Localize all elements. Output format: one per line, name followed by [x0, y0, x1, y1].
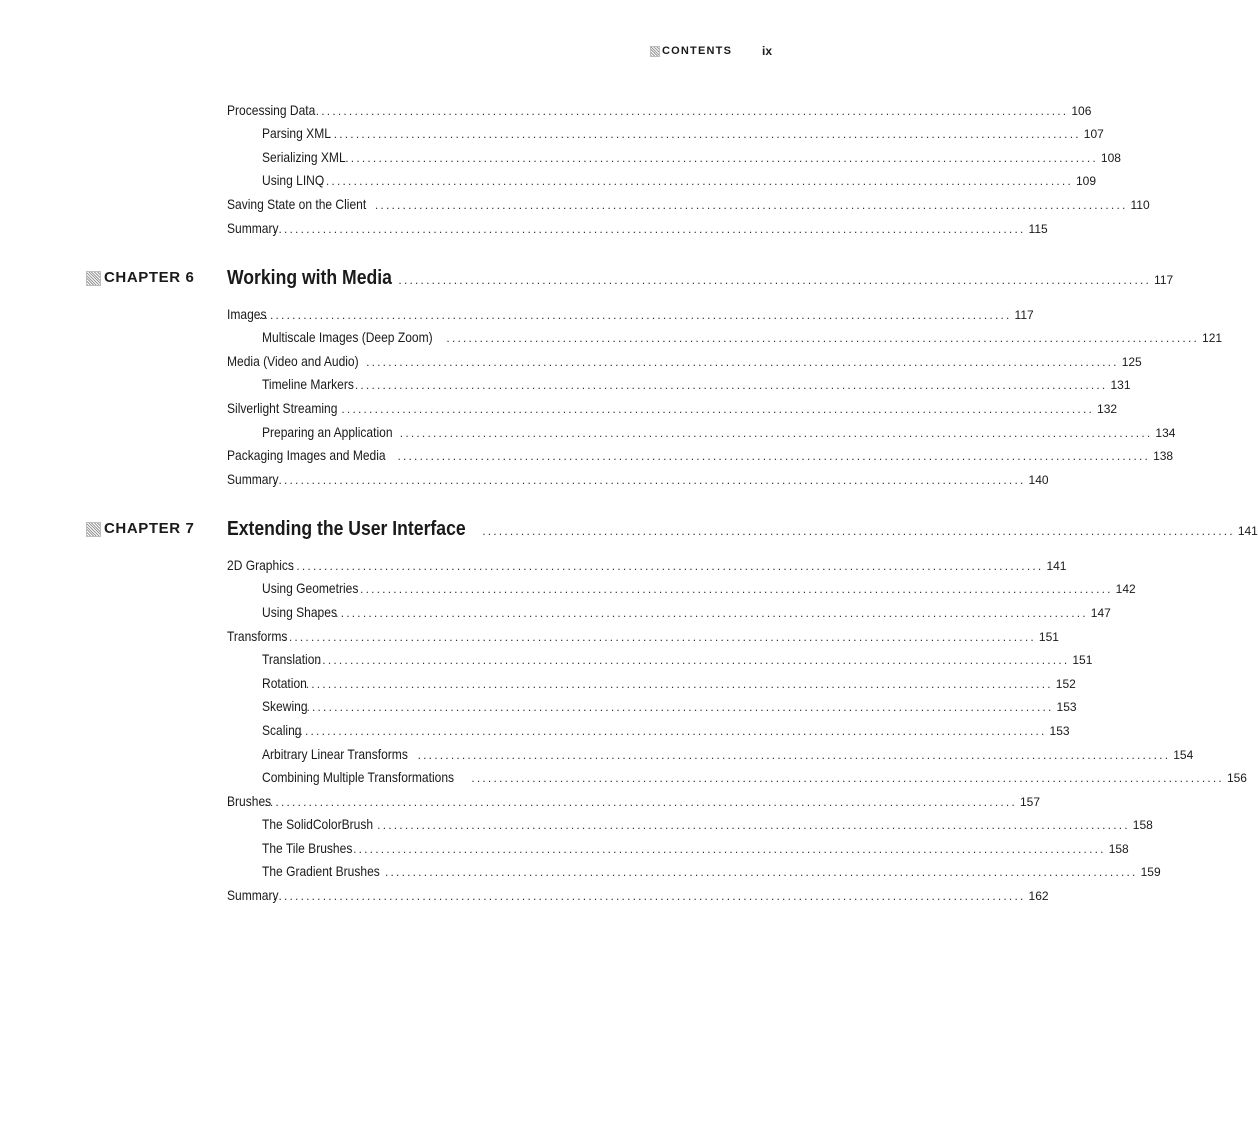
toc-entry-page: 121 [1202, 331, 1223, 345]
toc-entry-page: 117 [1014, 308, 1034, 322]
dot-leader: ........................................................................................................................................ [283, 630, 1036, 644]
toc-entry-title: Silverlight Streaming [227, 400, 338, 416]
toc-entry[interactable] [227, 398, 1118, 418]
toc-entry-page: 132 [1097, 402, 1118, 416]
toc-entry[interactable] [227, 885, 1049, 905]
toc-entry-title: Saving State on the Client [227, 196, 367, 212]
toc-entry-title: Combining Multiple Transformations [262, 769, 455, 785]
toc-entry-title: Packaging Images and Media [227, 447, 386, 463]
toc-entry-page: 151 [1038, 630, 1059, 644]
dot-leader: ........................................................................................................................................ [316, 653, 1070, 667]
dot-leader: ........................................................................................................................................ [300, 700, 1054, 714]
toc-entry-title: Arbitrary Linear Transforms [262, 746, 408, 762]
dot-leader: ........................................................................................................................................ [374, 198, 1128, 212]
dot-leader: ........................................................................................................................................ [397, 449, 1151, 463]
dot-leader: ........................................................................................................................................ [300, 677, 1053, 691]
toc-entry-page: 110 [1130, 198, 1150, 212]
dot-leader: ........................................................................................................................................ [272, 222, 1026, 236]
toc-entry-title: Media (Video and Audio) [227, 353, 359, 369]
chapter-label [86, 518, 194, 540]
toc-entry-title: Using LINQ [262, 172, 325, 188]
dot-leader: ........................................................................................................................................ [272, 889, 1026, 903]
toc-entry-title: The Gradient Brushes [262, 863, 380, 879]
chapter-heading[interactable] [0, 264, 1174, 292]
chapter-heading[interactable] [0, 515, 1258, 543]
toc-entry-page: 158 [1108, 842, 1129, 856]
toc-entry[interactable] [227, 351, 1142, 371]
chapter-marker-icon [86, 522, 101, 537]
running-head [0, 43, 816, 59]
section-marker-icon [650, 46, 660, 57]
toc-entry-title: 2D Graphics [227, 557, 294, 573]
dot-leader: ........................................................................................................................................ [360, 582, 1113, 596]
toc-entry-title: Using Shapes [262, 604, 337, 620]
toc-entry-title: Using Geometries [262, 580, 359, 596]
toc-entry-page: 141 [1046, 559, 1067, 573]
dot-leader: ........................................................................................................................................ [384, 865, 1138, 879]
toc-entry[interactable] [227, 626, 1059, 646]
dot-leader: ........................................................................................................................................ [446, 331, 1200, 345]
toc-entry-title: Summary [227, 887, 279, 903]
dot-leader: ........................................................................................................................................ [353, 842, 1106, 856]
toc-entry[interactable] [262, 327, 1223, 347]
dot-leader: ........................................................................................................................................ [366, 355, 1119, 369]
toc-entry[interactable] [227, 194, 1150, 214]
toc-entry-page: 152 [1055, 677, 1076, 691]
chapter-page: 117 [1154, 273, 1174, 287]
toc-entry-page: 153 [1049, 724, 1070, 738]
toc-entry-title: Timeline Markers [262, 376, 354, 392]
toc-entry-page: 151 [1072, 653, 1093, 667]
dot-leader: ........................................................................................................................................ [341, 402, 1095, 416]
chapter-title: Extending the User Interface [227, 518, 466, 540]
toc-entry-page: 106 [1071, 104, 1092, 118]
toc-entry-title: Brushes [227, 793, 272, 809]
dot-leader: ........................................................................................................................................ [399, 426, 1153, 440]
dot-leader: ........................................................................................................................................ [293, 724, 1047, 738]
toc-entry[interactable] [262, 422, 1176, 442]
toc-entry-page: 142 [1115, 582, 1136, 596]
toc-entry-title: Preparing an Application [262, 424, 393, 440]
toc-entry-title: Summary [227, 471, 279, 487]
dot-leader: ........................................................................................................................................ [417, 748, 1171, 762]
chapter-marker-icon [86, 271, 101, 286]
dot-leader: ........................................................................................................................................ [377, 818, 1130, 832]
toc-entry[interactable] [262, 374, 1131, 394]
toc-entry-title: Transforms [227, 628, 288, 644]
toc-entry-page: 159 [1140, 865, 1161, 879]
dot-leader: ........................................................................................................................................ [398, 273, 1152, 287]
chapter-page: 141 [1237, 524, 1258, 538]
dot-leader: ........................................................................................................................................ [328, 127, 1081, 141]
toc-entry-title: The SolidColorBrush [262, 816, 374, 832]
toc-entry-title: Skewing [262, 698, 308, 714]
toc-entry-page: 156 [1226, 771, 1247, 785]
toc-entry[interactable] [262, 123, 1104, 143]
dot-leader: ........................................................................................................................................ [482, 524, 1235, 538]
dot-leader: ........................................................................................................................................ [264, 795, 1017, 809]
toc-entry-title: Translation [262, 651, 322, 667]
toc-entry[interactable] [227, 445, 1174, 465]
toc-entry-page: 134 [1155, 426, 1176, 440]
toc-entry-page: 115 [1028, 222, 1048, 236]
running-head-section-label: CONTENTS [662, 45, 733, 57]
toc-entry[interactable] [227, 304, 1034, 324]
dot-leader: ........................................................................................................................................ [258, 308, 1012, 322]
dot-leader: ........................................................................................................................................ [354, 378, 1108, 392]
dot-leader: ........................................................................................................................................ [345, 151, 1098, 165]
dot-leader: ........................................................................................................................................ [290, 559, 1044, 573]
toc-entry[interactable] [227, 218, 1048, 238]
toc-entry[interactable] [262, 861, 1161, 881]
toc-entry-title: Serializing XML [262, 149, 346, 165]
toc-entry-page: 162 [1028, 889, 1049, 903]
chapter-title: Working with Media [227, 267, 392, 289]
chapter-label-text: CHAPTER 6 [104, 269, 195, 286]
chapter-title-line [227, 264, 1174, 292]
toc-entry[interactable] [262, 673, 1076, 693]
toc-entry[interactable] [262, 720, 1070, 740]
dot-leader: ........................................................................................................................................ [320, 174, 1073, 188]
toc-entry-title: Multiscale Images (Deep Zoom) [262, 329, 433, 345]
toc-entry-title: Rotation [262, 675, 307, 691]
dot-leader: ........................................................................................................................................ [471, 771, 1224, 785]
toc-entry-page: 108 [1100, 151, 1121, 165]
toc-entry-page: 153 [1056, 700, 1077, 714]
toc-entry[interactable] [262, 767, 1247, 787]
toc-entry-page: 125 [1121, 355, 1142, 369]
toc-entry-page: 154 [1173, 748, 1194, 762]
toc-entry-title: Parsing XML [262, 125, 331, 141]
dot-leader: ........................................................................................................................................ [335, 606, 1088, 620]
page-number: ix [762, 44, 773, 58]
toc-entry-title: Summary [227, 220, 279, 236]
toc-entry[interactable] [262, 744, 1194, 764]
toc-entry-page: 107 [1083, 127, 1104, 141]
toc-entry-page: 138 [1153, 449, 1174, 463]
toc-entry[interactable] [227, 791, 1041, 811]
toc-entry[interactable] [262, 649, 1093, 669]
toc-entry[interactable] [262, 696, 1077, 716]
toc-entry[interactable] [227, 100, 1092, 120]
toc-entry-title: Processing Data [227, 102, 316, 118]
toc-entry[interactable] [262, 170, 1097, 190]
toc-entry-page: 147 [1090, 606, 1111, 620]
toc-entry[interactable] [227, 555, 1067, 575]
chapter-label [86, 267, 194, 289]
chapter-label-text: CHAPTER 7 [104, 520, 195, 537]
toc-entry[interactable] [262, 147, 1121, 167]
toc-entry-page: 157 [1019, 795, 1041, 809]
toc-entry[interactable] [262, 602, 1111, 622]
dot-leader: ........................................................................................................................................ [272, 473, 1026, 487]
dot-leader: ........................................................................................................................................ [315, 104, 1069, 118]
toc-entry[interactable] [227, 469, 1049, 489]
toc-entry-page: 158 [1132, 818, 1153, 832]
toc-entry-page: 109 [1075, 174, 1097, 188]
toc-entry-title: Images [227, 306, 267, 322]
toc-entry-title: The Tile Brushes [262, 840, 353, 856]
toc-entry[interactable] [262, 578, 1136, 598]
toc-entry-page: 140 [1028, 473, 1049, 487]
toc-entry[interactable] [262, 814, 1153, 834]
toc-entry[interactable] [262, 838, 1129, 858]
toc-entry-page: 131 [1110, 378, 1131, 392]
running-head-section [650, 43, 732, 59]
chapter-title-line [227, 515, 1258, 543]
toc-entry-title: Scaling [262, 722, 302, 738]
